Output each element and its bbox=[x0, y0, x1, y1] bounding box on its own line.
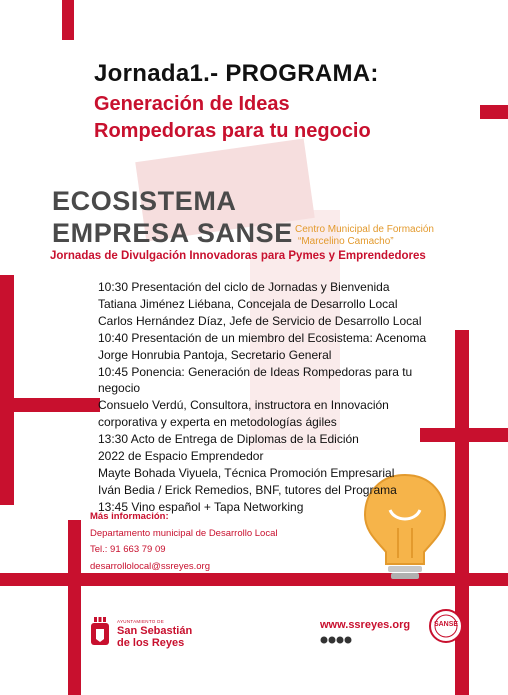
program-item: 13:45 Vino español + Tapa Networking bbox=[98, 499, 304, 514]
page-title: Jornada1.- PROGRAMA: bbox=[94, 60, 379, 87]
website-link[interactable]: www.ssreyes.org bbox=[320, 619, 411, 631]
info-department: Departamento municipal de Desarrollo Local bbox=[90, 528, 278, 539]
decorative-bar bbox=[480, 105, 508, 119]
program-item: Jorge Honrubia Pantoja, Secretario General bbox=[98, 347, 332, 362]
centro-subname: “Marcelino Camacho” bbox=[298, 236, 394, 247]
program-item: 10:40 Presentación de un miembro del Ecosistema: Acenoma bbox=[98, 330, 427, 345]
subtitle-line-2: Rompedoras para tu negocio bbox=[94, 120, 371, 142]
program-item: Mayte Bohada Viyuela, Técnica Promoción Empresarial bbox=[98, 465, 395, 480]
program-item: 10:30 Presentación del ciclo de Jornadas y Bienvenida bbox=[98, 280, 390, 294]
info-heading: Más información: bbox=[90, 511, 169, 522]
tagline: Jornadas de Divulgación Innovadoras para Pymes y Emprendedores bbox=[50, 250, 426, 262]
decorative-bar bbox=[62, 0, 74, 40]
program-item: Carlos Hernández Díaz, Jefe de Servicio de Desarrollo Local bbox=[98, 313, 422, 328]
program-item: Iván Bedia / Erick Remedios, BNF, tutores del Programa bbox=[98, 482, 397, 497]
program-item: corporativa y experta en metodologías ágiles bbox=[98, 415, 337, 430]
city-logo-icon bbox=[88, 617, 112, 647]
program-list bbox=[98, 279, 443, 516]
subtitle-line-1: Generación de Ideas bbox=[94, 93, 290, 115]
city-logo-line-2: de los Reyes bbox=[117, 637, 185, 649]
city-logo-caption: AYUNTAMIENTO DE bbox=[117, 619, 165, 624]
program-item: 13:30 Acto de Entrega de Diplomas de la Edición bbox=[98, 432, 359, 447]
brand-line-2: EMPRESA SANSE bbox=[52, 218, 293, 248]
program-item: Consuelo Verdú, Consultora, instructora en Innovación bbox=[98, 398, 389, 413]
info-phone[interactable]: Tel.: 91 663 79 09 bbox=[90, 544, 166, 555]
centro-name: Centro Municipal de Formación bbox=[295, 224, 434, 235]
decorative-bar bbox=[0, 398, 100, 412]
info-email[interactable]: desarrollolocal@ssreyes.org bbox=[90, 561, 210, 572]
brand-line-1: ECOSISTEMA bbox=[52, 186, 237, 216]
social-icons bbox=[320, 636, 380, 644]
program-item: negocio bbox=[98, 381, 141, 396]
program-item: Tatiana Jiménez Liébana, Concejala de Desarrollo Local bbox=[98, 296, 398, 311]
city-logo-line-1: San Sebastián bbox=[117, 625, 193, 637]
sanse-badge-text: SANSE bbox=[433, 621, 459, 628]
program-item: 2022 de Espacio Emprendedor bbox=[98, 449, 264, 464]
program-item: 10:45 Ponencia: Generación de Ideas Rompedoras para tu bbox=[98, 364, 413, 379]
decorative-bar bbox=[68, 520, 81, 695]
decorative-bar bbox=[0, 275, 14, 505]
